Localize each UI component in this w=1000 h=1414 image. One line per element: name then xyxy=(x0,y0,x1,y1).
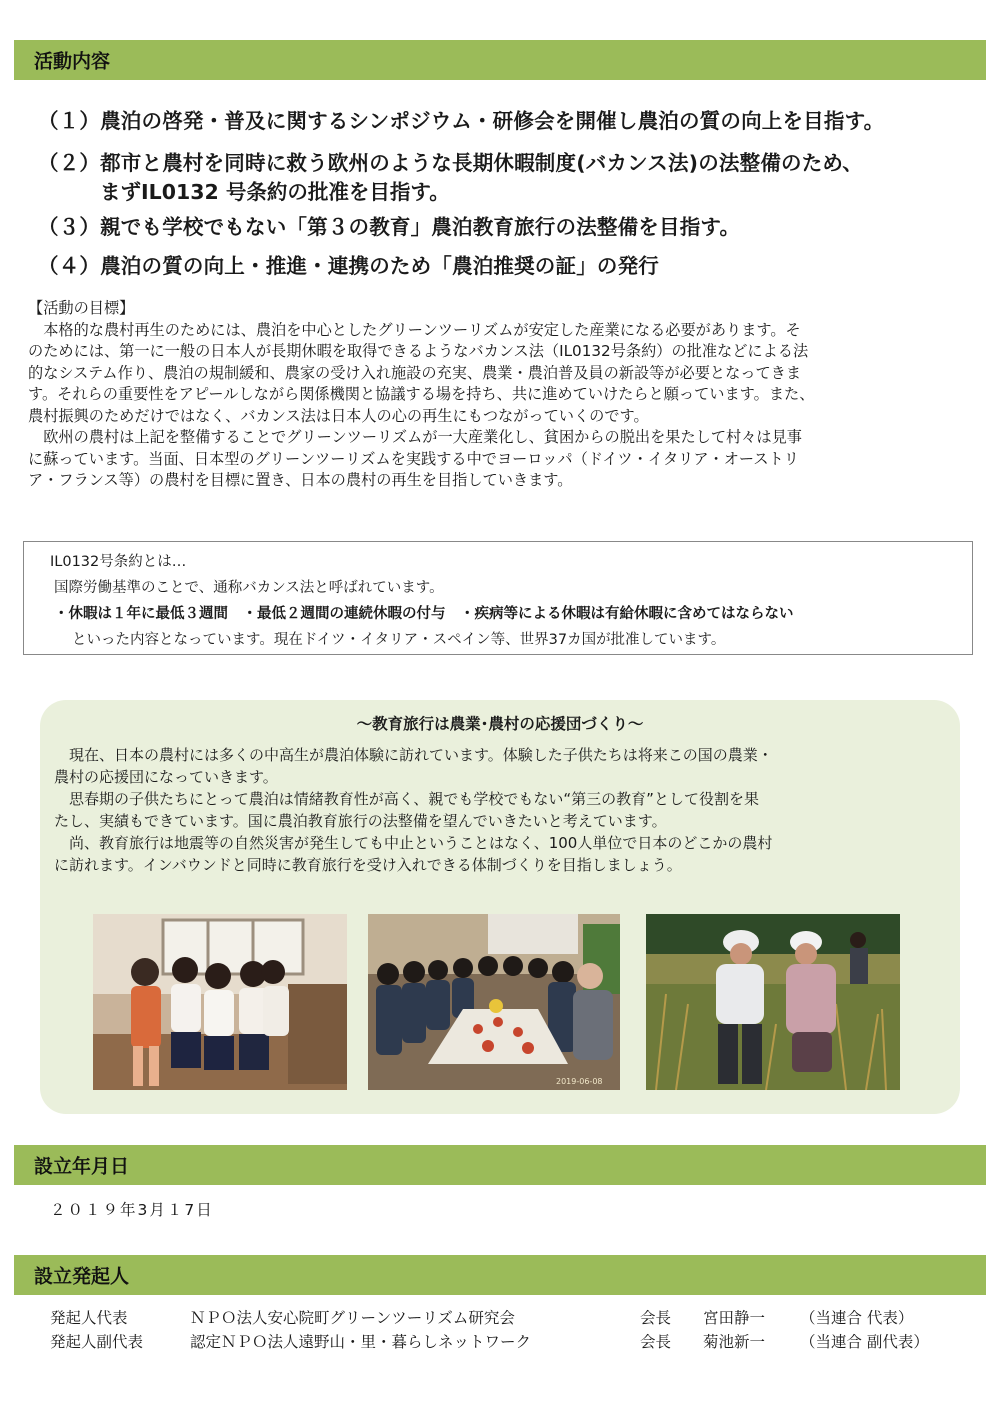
goal-section xyxy=(28,298,978,492)
edu-line: 尚、教育旅行は地震等の自然災害が発生しても中止ということはなく、100人単位で日本のどこかの農村 xyxy=(54,834,773,852)
founder-org: ＮＰＯ法人安心院町グリーンツーリズム研究会 xyxy=(190,1309,515,1327)
founder-org: 認定ＮＰＯ法人遠野山・里・暮らしネットワーク xyxy=(190,1333,532,1351)
edu-line: たし、実績もできています。国に農泊教育旅行の法整備を望んでいきたいと考えています。 xyxy=(54,812,667,830)
activity-item-3: （３）親でも学校でもない「第３の教育」農泊教育旅行の法整備を目指す。 xyxy=(38,215,741,239)
photo-date-stamp: 2019-06-08 xyxy=(556,1077,603,1086)
founding-date: ２０１９年3月１7日 xyxy=(50,1201,214,1219)
goal-line: に蘇っています。当面、日本型のグリーンツーリズムを実践する中でヨーロッパ（ドイツ・イタリア・オーストリ xyxy=(28,449,799,468)
ilo-info-box xyxy=(23,541,973,655)
goal-line: 農村振興のためだけではなく、バカンス法は日本人の心の再生にもつながっていくのです。 xyxy=(28,406,649,425)
goal-line: のためには、第一に一般の日本人が長期休暇を取得できるようなバカンス法（IL0132号条約）の批准などによる法 xyxy=(28,342,809,360)
goal-heading: 【活動の目標】 xyxy=(28,299,135,317)
founders-heading: 設立発起人 xyxy=(34,1265,130,1288)
edu-travel-panel xyxy=(40,700,960,1114)
founder-name: 宮田静一 xyxy=(703,1309,766,1327)
students-classroom-photo xyxy=(93,914,347,1090)
edu-line: 農村の応援団になっていきます。 xyxy=(54,768,278,786)
activity-item-1: （１）農泊の啓発・普及に関するシンポジウム・研修会を開催し農泊の質の向上を目指す。 xyxy=(38,109,885,133)
founding-date-header xyxy=(14,1145,986,1185)
founders-header xyxy=(14,1255,986,1295)
founder-note: （当連合 副代表） xyxy=(800,1333,929,1351)
edu-line: 思春期の子供たちにとって農泊は情緒教育性が高く、親でも学校でもない“第三の教育”として役割を果 xyxy=(54,790,759,808)
group-dinner-photo xyxy=(368,914,620,1090)
goal-line: 本格的な農村再生のためには、農泊を中心としたグリーンツーリズムが安定した産業になる必要があります。そ xyxy=(28,320,801,339)
edu-line: に訪れます。インバウンドと同時に教育旅行を受け入れできる体制づくりを目指しましょう。 xyxy=(54,856,682,874)
activity-item-4: （４）農泊の質の向上・推進・連携のため「農泊推奨の証」の発行 xyxy=(38,254,659,278)
activity-section-header xyxy=(14,40,986,80)
edu-body xyxy=(54,744,954,876)
ilo-line3: といった内容となっています。現在ドイツ・イタリア・スペイン等、世界37カ国が批准しています。 xyxy=(72,632,726,648)
activity-heading: 活動内容 xyxy=(34,50,111,73)
ilo-line1: 国際労働基準のことで、通称バカンス法と呼ばれています。 xyxy=(54,580,444,596)
goal-line: す。それらの重要性をアピールしながら関係機関と協議する場を持ち、共に進めていけたらと願っています。また、 xyxy=(28,385,815,403)
edu-title: ～教育旅行は農業･農村の応援団づくり～ xyxy=(356,715,644,733)
founder-note: （当連合 代表） xyxy=(800,1309,914,1327)
rice-harvest-photo xyxy=(646,914,900,1090)
goal-line: 的なシステム作り、農泊の規制緩和、農家の受け入れ施設の充実、農業・農泊普及員の新設等が必要となってきま xyxy=(28,363,802,382)
founder-title: 会長 xyxy=(640,1333,672,1351)
founding-heading: 設立年月日 xyxy=(34,1155,130,1178)
ilo-title: IL0132号条約とは… xyxy=(50,554,187,570)
founder-role: 発起人副代表 xyxy=(50,1333,144,1351)
founder-name: 菊池新一 xyxy=(703,1333,766,1351)
founder-title: 会長 xyxy=(640,1309,672,1327)
ilo-bullets: ・休暇は１年に最低３週間 ・最低２週間の連続休暇の付与 ・疾病等による休暇は有給休暇に含めてはならない xyxy=(54,606,794,622)
activity-item-2-cont: まずIL0132 号条約の批准を目指す。 xyxy=(100,180,450,204)
edu-line: 現在、日本の農村には多くの中高生が農泊体験に訪れています。体験した子供たちは将来この国の農業・ xyxy=(54,746,773,764)
activity-item-2: （２）都市と農村を同時に救う欧州のような長期休暇制度(バカンス法)の法整備のため、 xyxy=(38,151,864,175)
founder-role: 発起人代表 xyxy=(50,1309,128,1327)
goal-line: 欧州の農村は上記を整備することでグリーンツーリズムが一大産業化し、貧困からの脱出を果たして村々は見事 xyxy=(28,428,802,446)
goal-line: ア・フランス等）の農村を目標に置き、日本の農村の再生を目指していきます。 xyxy=(28,471,573,489)
